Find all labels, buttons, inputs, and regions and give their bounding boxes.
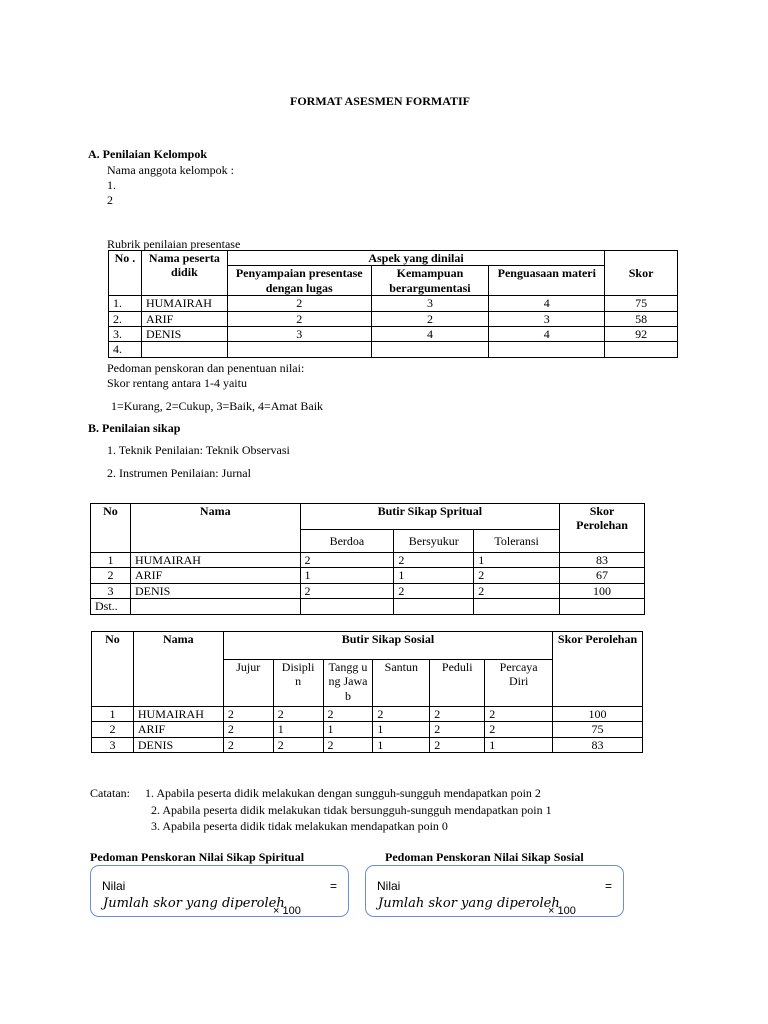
header-nama: Nama: [133, 632, 223, 707]
table-row: [91, 599, 645, 614]
document-title: FORMAT ASESMEN FORMATIF: [290, 94, 471, 108]
header-berdoa: Berdoa: [300, 530, 394, 553]
cell-disiplin: 2: [273, 707, 323, 722]
note-2: 2. Apabila peserta didik melakukan tidak bersungguh-sungguh mendapatkan poin 1: [151, 803, 552, 817]
cell-peduli: 2: [430, 722, 485, 737]
cell-skor: 58: [605, 311, 678, 326]
table-row: [109, 296, 678, 311]
cell-percaya-diri: 1: [485, 737, 553, 752]
member-1: 1.: [107, 178, 116, 192]
cell-aspek-2: [371, 342, 489, 357]
spiritual-formula-box: [90, 865, 349, 917]
header-disiplin: Disipli n: [273, 660, 323, 707]
times-100: × 100: [273, 905, 301, 917]
cell-tanggung-jawab: 1: [323, 722, 373, 737]
cell-toleransi: [474, 599, 560, 614]
scoring-guide-line-1: Pedoman penskoran dan penentuan nilai:: [107, 361, 305, 375]
rubric-label: Rubrik penilaian presentase: [107, 237, 241, 251]
cell-skor: 83: [560, 553, 645, 568]
spiritual-formula-title: Pedoman Penskoran Nilai Sikap Spiritual: [90, 850, 305, 864]
cell-berdoa: [300, 599, 394, 614]
instrument-item: 2. Instrumen Penilaian: Jurnal: [107, 466, 251, 480]
cell-aspek-3: [489, 342, 605, 357]
cell-tanggung-jawab: 2: [323, 707, 373, 722]
cell-santun: 2: [373, 707, 430, 722]
cell-nama: ARIF: [130, 568, 300, 583]
cell-skor: 75: [605, 296, 678, 311]
cell-berdoa: 2: [300, 553, 394, 568]
cell-no: 1: [91, 553, 131, 568]
table-row: [91, 583, 645, 598]
table-row: [91, 553, 645, 568]
cell-skor: [560, 599, 645, 614]
header-butir-spiritual: Butir Sikap Spritual: [300, 504, 560, 530]
equals-sign: =: [605, 879, 613, 893]
social-formula-box: [365, 865, 624, 917]
header-aspek-3: Penguasaan materi: [489, 266, 605, 296]
cell-santun: 1: [373, 722, 430, 737]
cell-peduli: 2: [430, 707, 485, 722]
table-row: [109, 311, 678, 326]
times-100: × 100: [548, 905, 576, 917]
cell-disiplin: 2: [273, 737, 323, 752]
cell-no: Dst..: [91, 599, 131, 614]
header-skor-perolehan: Skor Perolehan: [553, 632, 643, 707]
cell-percaya-diri: 2: [485, 722, 553, 737]
cell-berdoa: 2: [300, 583, 394, 598]
spiritual-attitude-table: [90, 503, 645, 615]
cell-no: 3: [92, 737, 134, 752]
header-nama: Nama: [130, 504, 300, 553]
cell-toleransi: 2: [474, 568, 560, 583]
nilai-label: Nilai: [377, 879, 401, 893]
header-santun: Santun: [373, 660, 430, 707]
cell-nama: HUMAIRAH: [133, 707, 223, 722]
header-bersyukur: Bersyukur: [394, 530, 474, 553]
nilai-label: Nilai: [102, 879, 126, 893]
social-attitude-table: [91, 631, 643, 753]
cell-percaya-diri: 2: [485, 707, 553, 722]
scoring-guide-line-2: Skor rentang antara 1-4 yaitu: [107, 376, 247, 390]
cell-santun: 1: [373, 737, 430, 752]
cell-nama: [141, 342, 227, 357]
social-formula-title: Pedoman Penskoran Nilai Sikap Sosial: [385, 850, 584, 864]
header-butir-sosial: Butir Sikap Sosial: [223, 632, 552, 660]
cell-tanggung-jawab: 2: [323, 737, 373, 752]
header-percaya-diri: Percaya Diri: [485, 660, 553, 707]
cell-no: 4.: [109, 342, 142, 357]
cell-skor: 100: [553, 707, 643, 722]
cell-skor: [605, 342, 678, 357]
cell-toleransi: 1: [474, 553, 560, 568]
scoring-scale: 1=Kurang, 2=Cukup, 3=Baik, 4=Amat Baik: [111, 399, 324, 413]
technique-item: 1. Teknik Penilaian: Teknik Observasi: [107, 443, 290, 457]
cell-no: 2: [91, 568, 131, 583]
cell-aspek-1: [227, 342, 371, 357]
cell-skor: 75: [553, 722, 643, 737]
cell-jujur: 2: [223, 722, 273, 737]
header-aspek-1: Penyampaian presentase dengan lugas: [227, 266, 371, 296]
header-no: No .: [109, 251, 142, 296]
cell-no: 3: [91, 583, 131, 598]
note-3: 3. Apabila peserta didik tidak melakukan mendapatkan poin 0: [151, 819, 448, 833]
cell-aspek-3: 4: [489, 296, 605, 311]
table-row: [91, 568, 645, 583]
fraction-numerator: Jumlah skor yang diperoleh: [103, 896, 285, 911]
cell-no: 3.: [109, 326, 142, 341]
cell-jujur: 2: [223, 707, 273, 722]
cell-skor: 67: [560, 568, 645, 583]
cell-aspek-2: 2: [371, 311, 489, 326]
cell-aspek-1: 3: [227, 326, 371, 341]
cell-aspek-3: 4: [489, 326, 605, 341]
header-no: No: [91, 504, 131, 553]
header-skor: Skor: [605, 251, 678, 296]
cell-bersyukur: 2: [394, 583, 474, 598]
cell-nama: DENIS: [130, 583, 300, 598]
cell-no: 1: [92, 707, 134, 722]
header-no: No: [92, 632, 134, 707]
notes-label: Catatan:: [90, 786, 130, 800]
cell-no: 1.: [109, 296, 142, 311]
cell-nama: ARIF: [133, 722, 223, 737]
header-nama: Nama peserta didik: [141, 251, 227, 296]
header-tanggung-jawab: Tangg ung Jawab: [323, 660, 373, 707]
section-b-heading: B. Penilaian sikap: [88, 421, 181, 435]
cell-nama: [130, 599, 300, 614]
cell-skor: 83: [553, 737, 643, 752]
cell-nama: HUMAIRAH: [130, 553, 300, 568]
cell-peduli: 2: [430, 737, 485, 752]
cell-no: 2: [92, 722, 134, 737]
cell-nama: DENIS: [141, 326, 227, 341]
table-row: [92, 707, 643, 722]
equals-sign: =: [330, 879, 338, 893]
header-toleransi: Toleransi: [474, 530, 560, 553]
note-1: 1. Apabila peserta didik melakukan dengan sungguh-sungguh mendapatkan poin 2: [145, 786, 541, 800]
cell-bersyukur: 1: [394, 568, 474, 583]
cell-bersyukur: [394, 599, 474, 614]
cell-nama: HUMAIRAH: [141, 296, 227, 311]
header-skor-perolehan: Skor Perolehan: [560, 504, 645, 553]
member-2: 2: [107, 193, 113, 207]
header-peduli: Peduli: [430, 660, 485, 707]
table-row: [92, 722, 643, 737]
cell-aspek-2: 3: [371, 296, 489, 311]
table-row: [109, 342, 678, 357]
cell-nama: DENIS: [133, 737, 223, 752]
cell-skor: 92: [605, 326, 678, 341]
table-row: [109, 326, 678, 341]
header-jujur: Jujur: [223, 660, 273, 707]
cell-aspek-1: 2: [227, 311, 371, 326]
cell-jujur: 2: [223, 737, 273, 752]
header-aspek: Aspek yang dinilai: [227, 251, 604, 266]
cell-skor: 100: [560, 583, 645, 598]
fraction-numerator: Jumlah skor yang diperoleh: [378, 896, 560, 911]
cell-aspek-1: 2: [227, 296, 371, 311]
cell-toleransi: 2: [474, 583, 560, 598]
cell-nama: ARIF: [141, 311, 227, 326]
cell-aspek-2: 4: [371, 326, 489, 341]
table-row: [92, 737, 643, 752]
header-aspek-2: Kemampuan berargumentasi: [371, 266, 489, 296]
members-label: Nama anggota kelompok :: [107, 163, 234, 177]
cell-berdoa: 1: [300, 568, 394, 583]
rubric-table: [108, 250, 678, 358]
cell-disiplin: 1: [273, 722, 323, 737]
section-a-heading: A. Penilaian Kelompok: [88, 147, 208, 161]
cell-no: 2.: [109, 311, 142, 326]
cell-bersyukur: 2: [394, 553, 474, 568]
cell-aspek-3: 3: [489, 311, 605, 326]
